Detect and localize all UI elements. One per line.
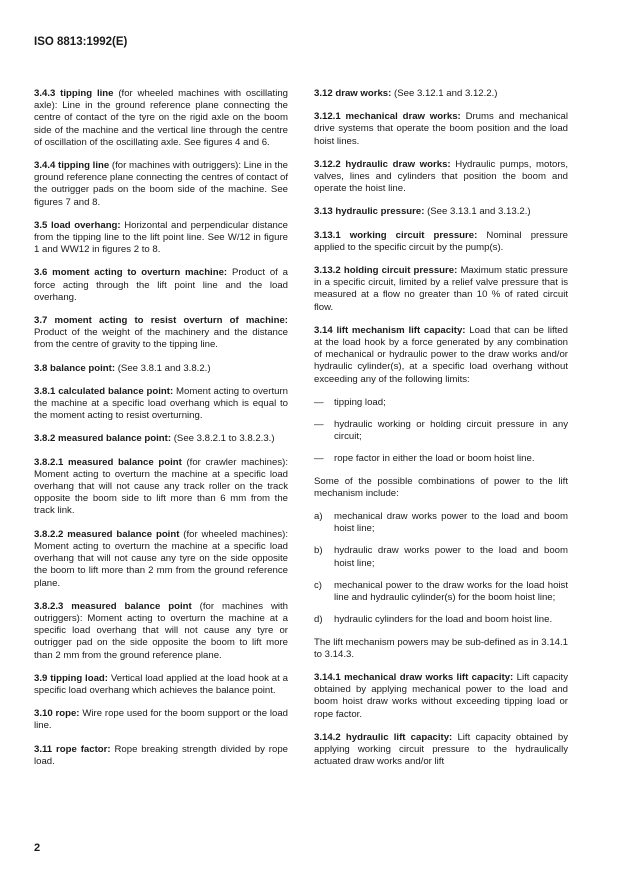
list-text: hydraulic working or holding circuit pressure in any circuit;	[334, 419, 568, 443]
definition-term	[34, 315, 288, 326]
definition-text: (See 3.8.2.1 to 3.8.2.3.)	[173, 433, 275, 445]
clause-number: 3.6	[34, 267, 48, 279]
definition-3-14-1	[314, 672, 568, 721]
definition-3-13-1	[314, 230, 568, 254]
combination-item	[314, 580, 568, 604]
definition-term	[34, 457, 182, 468]
definition-3-9	[34, 673, 288, 697]
definition-text: Product of a force acting through the lift point line and the load overhang.	[34, 267, 288, 303]
term-text: moment acting to overturn machine:	[52, 267, 228, 279]
definition-text: (See 3.13.1 and 3.13.2.)	[427, 206, 531, 218]
list-marker: —	[314, 453, 324, 465]
term-text: draw works:	[335, 88, 392, 99]
definition-3-8	[34, 363, 288, 375]
definition-text: Nominal pressure applied to the specific circuit by the pump(s).	[314, 229, 569, 253]
clause-number: 3.12	[314, 88, 333, 99]
list-marker: c)	[314, 579, 322, 591]
clause-number: 3.9	[34, 672, 48, 684]
definition-3-7	[34, 315, 288, 352]
definition-text: (See 3.8.1 and 3.8.2.)	[117, 362, 211, 374]
definition-3-12-1	[314, 111, 568, 148]
definition-3-4-4	[34, 160, 288, 209]
definition-text: Wire rope used for the boom support or the load line.	[34, 708, 288, 732]
definition-text: (for machines with outriggers): Moment acting to overturn the machine at a specific load overhang that will not cause any tyre or outrigger pad on the side opposite the boom to lift more than 2 mm from the ground reference plane.	[34, 600, 289, 661]
term-text: rope:	[55, 708, 80, 720]
term-text: hydraulic pressure:	[335, 206, 425, 218]
clause-number: 3.7	[34, 315, 48, 327]
definition-text: Product of the weight of the machinery and the distance from the centre of gravity to the tipping line.	[34, 327, 288, 351]
term-text: measured balance point:	[58, 433, 172, 445]
definition-3-10	[34, 708, 288, 732]
term-text: hydraulic draw works:	[345, 158, 451, 170]
definition-text: (See 3.12.1 and 3.12.2.)	[394, 88, 498, 99]
list-marker: —	[314, 419, 324, 431]
clause-number: 3.8.2.1	[34, 456, 64, 468]
definition-text: Moment acting to overturn the machine at a specific load overhang which is equal to the moment acting to resist overturning.	[34, 385, 288, 422]
limit-item	[314, 419, 568, 443]
clause-number: 3.13.2	[314, 265, 341, 277]
left-column	[34, 88, 288, 779]
definition-3-4-3	[34, 88, 288, 149]
definition-term	[34, 744, 111, 755]
clause-number: 3.13.1	[314, 229, 341, 241]
definition-3-11	[34, 744, 288, 768]
clause-number: 3.14.2	[314, 731, 341, 743]
definition-text: Horizontal and perpendicular distance from the tipping line to the lift point line. See W/12 in figure 1 and WW12 in figures 2 to 8.	[34, 219, 289, 256]
clause-number: 3.4.3	[34, 88, 56, 99]
subdefined-note: The lift mechanism powers may be sub-defined as in 3.14.1 to 3.14.3.	[314, 636, 568, 660]
definition-term	[34, 529, 179, 540]
term-text: measured balance point	[67, 528, 180, 540]
term-text: tipping line	[58, 160, 110, 172]
definition-3-14	[314, 325, 568, 386]
definition-text: (for wheeled machines with oscillating axle): Line in the ground reference plane connecting the centre of contact of the tyre on the rigid axle on the boom side of the machine and the vertical line through the centre of oscillation of the oscillating axle. See figures 4 and 6.	[34, 88, 288, 148]
definition-term	[34, 88, 114, 99]
definition-term	[34, 708, 80, 719]
definition-term	[314, 325, 466, 336]
definition-term	[34, 160, 109, 171]
definition-term	[314, 88, 391, 99]
term-text: balance point:	[50, 362, 116, 374]
term-text: measured balance point	[71, 600, 192, 612]
definition-text: (for crawler machines): Moment acting to overturn the machine at a specific load overhang that will not cause any track roller on the track opposite the boom side to lift more than 6 mm from the track link.	[34, 456, 289, 517]
clause-number: 3.8.1	[34, 385, 56, 397]
list-text: mechanical power to the draw works for the load hoist line and hydraulic cylinder(s) for the boom hoist line;	[334, 579, 568, 604]
definition-text: Drums and mechanical drive systems that operate the boom position and the load hoist lines.	[314, 111, 568, 147]
definition-3-8-2-2	[34, 529, 288, 590]
term-text: lift mechanism lift capacity:	[336, 324, 466, 336]
definition-text: (for machines with outriggers): Line in the ground reference plane connecting the centres of contact of the outrigger pads on the boom side of the machine. See figures 7 and 8.	[34, 160, 288, 208]
list-marker: b)	[314, 545, 323, 557]
definition-3-14-2	[314, 732, 568, 769]
definition-term	[314, 732, 452, 743]
term-text: mechanical draw works lift capacity:	[344, 671, 514, 683]
limit-item	[314, 453, 568, 465]
term-text: measured balance point	[68, 456, 182, 468]
definition-term	[314, 206, 424, 217]
definition-3-12	[314, 88, 568, 100]
clause-number: 3.8.2.2	[34, 528, 64, 540]
definition-term	[34, 386, 173, 397]
definition-text: Lift capacity obtained by applying mechanical power to the load and boom hoist draw works without exceeding tipping load or rope factor.	[314, 671, 568, 720]
combination-item	[314, 545, 568, 569]
definition-text: Hydraulic pumps, motors, valves, lines and cylinders that position the boom and operate the hoist line.	[314, 158, 568, 195]
definition-term	[34, 363, 115, 374]
definition-text: Vertical load applied at the load hook at a specific load overhang which achieves the balance point.	[34, 672, 288, 696]
definition-term	[314, 111, 461, 122]
term-text: calculated balance point:	[58, 385, 174, 397]
definition-term	[34, 433, 171, 444]
list-text: hydraulic cylinders for the load and boom hoist line.	[334, 614, 553, 626]
list-text: mechanical draw works power to the load and boom hoist line;	[334, 511, 568, 535]
list-text: hydraulic draw works power to the load and boom hoist line;	[334, 545, 568, 569]
term-text: tipping line	[60, 88, 114, 99]
term-text: moment acting to resist overturn of machine:	[54, 315, 288, 327]
definition-3-12-2	[314, 159, 568, 196]
definition-text: Lift capacity obtained by applying working circuit pressure to the hydraulically actuated draw works and/or lift	[314, 731, 569, 768]
term-text: tipping load:	[50, 672, 108, 684]
clause-number: 3.8.2	[34, 433, 56, 445]
clause-number: 3.14	[314, 324, 333, 336]
definition-term	[34, 601, 192, 612]
definition-term	[314, 230, 477, 241]
document-header: ISO 8813:1992(E)	[34, 36, 128, 48]
definition-text: Rope breaking strength divided by rope load.	[34, 743, 289, 767]
definition-text: (for wheeled machines): Moment acting to overturn the machine at a specific load overhang that will not cause any tyre on the side opposite the boom to lift more than 2 mm from the ground reference plane.	[34, 528, 289, 589]
definition-term	[314, 672, 513, 683]
clause-number: 3.8.2.3	[34, 600, 64, 612]
page-number: 2	[34, 842, 41, 854]
term-text: working circuit pressure:	[349, 229, 478, 241]
clause-number: 3.5	[34, 219, 48, 231]
term-text: load overhang:	[50, 219, 121, 231]
list-text: rope factor in either the load or boom hoist line.	[334, 453, 535, 465]
clause-number: 3.10	[34, 708, 53, 720]
definition-3-8-1	[34, 386, 288, 423]
definition-term	[314, 265, 457, 276]
clause-number: 3.12.2	[314, 158, 341, 170]
term-text: hydraulic lift capacity:	[345, 731, 453, 743]
limit-item	[314, 397, 568, 409]
definition-term	[34, 673, 108, 684]
definition-3-6	[34, 267, 288, 304]
definition-3-5	[34, 220, 288, 257]
combination-item	[314, 511, 568, 535]
definition-3-8-2-1	[34, 457, 288, 518]
list-marker: d)	[314, 614, 323, 626]
right-column	[314, 88, 568, 779]
term-text: rope factor:	[56, 743, 111, 755]
term-text: holding circuit pressure:	[343, 265, 458, 277]
combinations-intro: Some of the possible combinations of power to the lift mechanism include:	[314, 475, 568, 499]
list-text: tipping load;	[334, 396, 386, 408]
definition-term	[34, 267, 227, 278]
clause-number: 3.8	[34, 362, 48, 374]
definition-3-8-2-3	[34, 601, 288, 662]
definition-3-13-2	[314, 265, 568, 314]
definition-3-13	[314, 206, 568, 218]
definition-term	[314, 159, 451, 170]
term-text: mechanical draw works:	[345, 111, 461, 123]
list-marker: —	[314, 396, 324, 408]
definition-term	[34, 220, 121, 231]
definition-3-8-2	[34, 433, 288, 445]
clause-number: 3.13	[314, 206, 333, 218]
definition-text: Maximum static pressure in a specific circuit, limited by a relief valve pressure that is measured at a flow no greater than 10 % of rated circuit flow.	[314, 265, 569, 313]
clause-number: 3.12.1	[314, 111, 341, 123]
clause-number: 3.11	[34, 743, 53, 755]
combination-item	[314, 614, 568, 626]
definition-text: Load that can be lifted at the load hook by a force generated by any combination of mechanical or hydraulic power to the draw works and/or hydraulic cylinder(s), at a specific load overhang without exceeding any of the following limits:	[314, 324, 568, 385]
clause-number: 3.4.4	[34, 160, 56, 172]
clause-number: 3.14.1	[314, 671, 341, 683]
list-marker: a)	[314, 511, 323, 523]
